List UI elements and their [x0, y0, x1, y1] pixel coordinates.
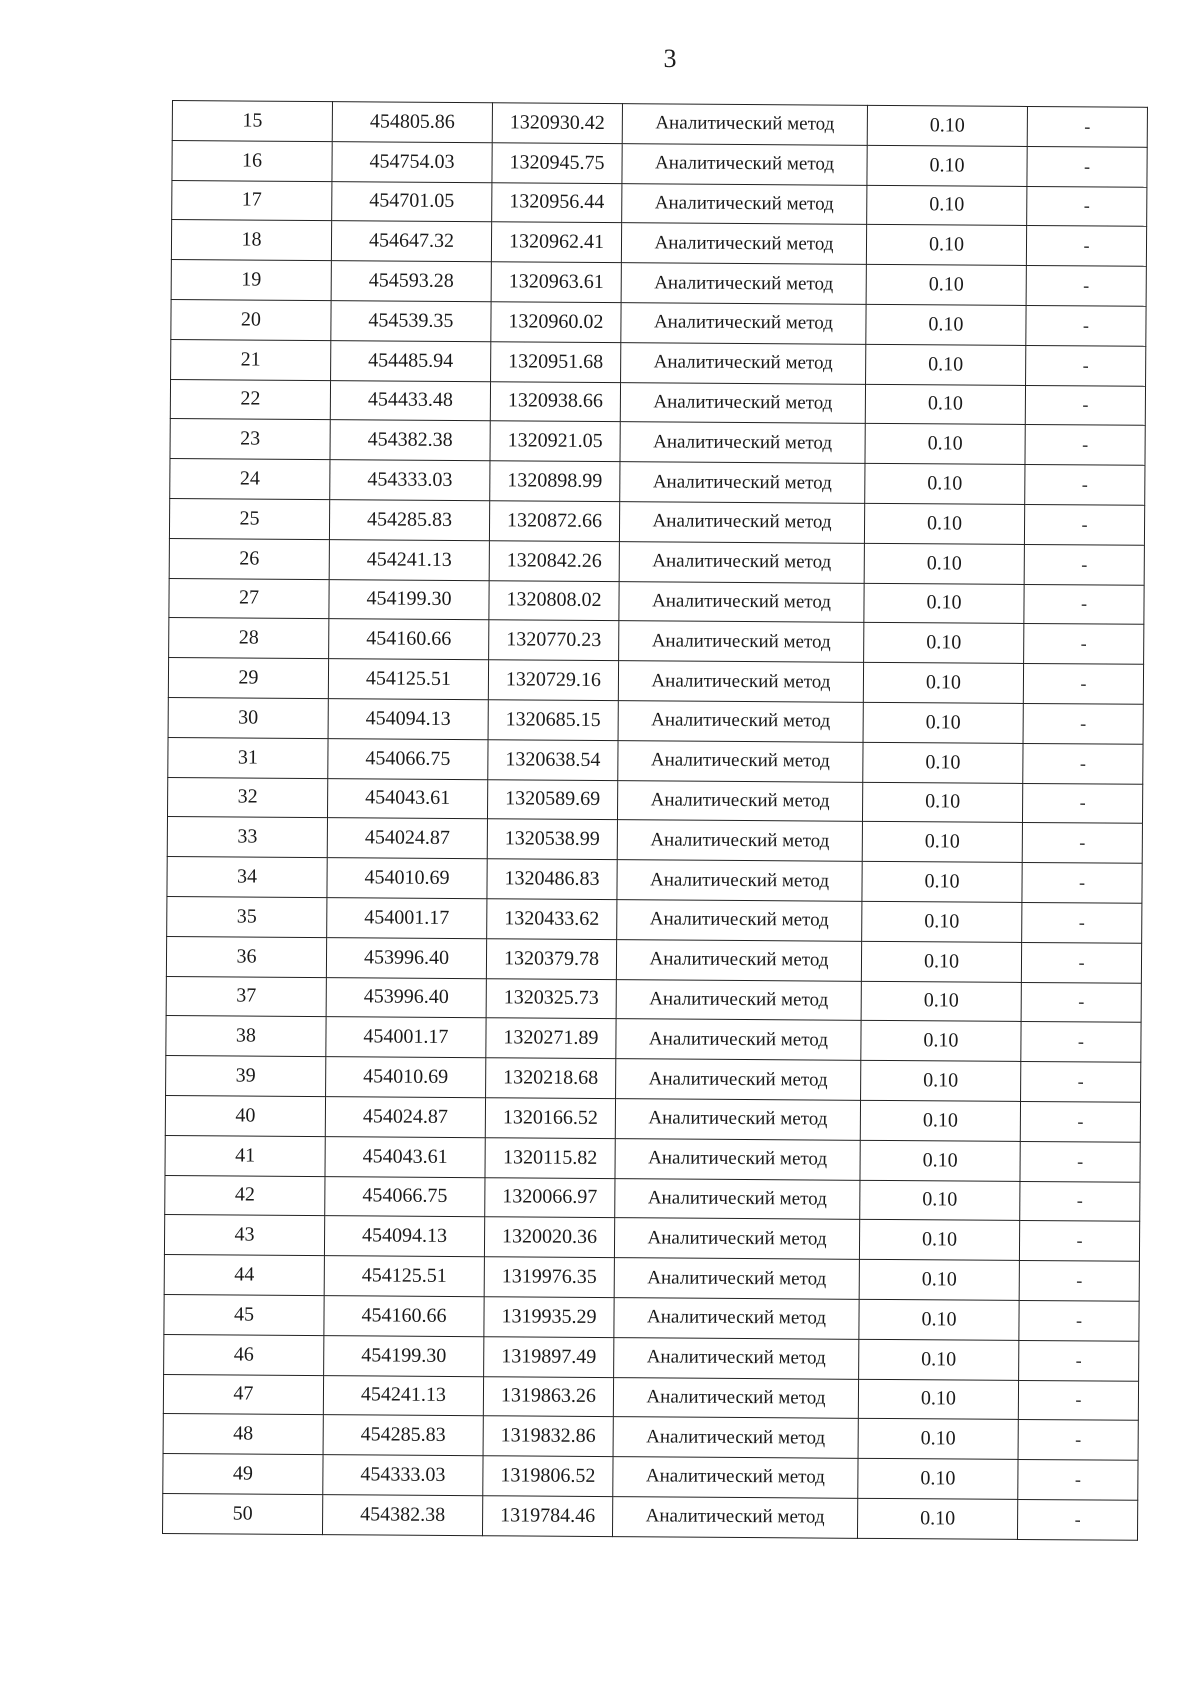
- point-number-cell: 29: [168, 658, 328, 699]
- point-number-cell: 40: [165, 1095, 325, 1136]
- table-row: [165, 1095, 1140, 1142]
- accuracy-cell: 0.10: [862, 822, 1022, 863]
- method-cell: Аналитический метод: [616, 1019, 861, 1061]
- point-number-cell: 50: [162, 1493, 322, 1534]
- accuracy-cell: 0.10: [864, 583, 1024, 624]
- method-cell: Аналитический метод: [618, 661, 863, 703]
- y-coordinate-cell: 1320486.83: [487, 859, 617, 900]
- point-number-cell: 21: [171, 339, 331, 380]
- point-number-cell: 46: [164, 1334, 324, 1375]
- method-cell: Аналитический метод: [613, 1457, 858, 1499]
- x-coordinate-cell: 454094.13: [328, 699, 488, 740]
- table-row: [172, 101, 1147, 148]
- y-coordinate-cell: 1320271.89: [486, 1018, 616, 1059]
- y-coordinate-cell: 1320951.68: [491, 342, 621, 383]
- description-cell: -: [1021, 1022, 1141, 1063]
- table-row: [172, 180, 1147, 227]
- point-number-cell: 15: [172, 101, 332, 142]
- table-row: [163, 1454, 1138, 1501]
- description-cell: -: [1022, 863, 1142, 904]
- y-coordinate-cell: 1319863.26: [483, 1376, 613, 1417]
- y-coordinate-cell: 1320963.61: [491, 262, 621, 303]
- x-coordinate-cell: 453996.40: [326, 937, 486, 978]
- point-number-cell: 44: [164, 1255, 324, 1296]
- accuracy-cell: 0.10: [861, 1021, 1021, 1062]
- y-coordinate-cell: 1319832.86: [483, 1416, 613, 1457]
- point-number-cell: 32: [167, 777, 327, 818]
- point-number-cell: 24: [170, 459, 330, 500]
- x-coordinate-cell: 454024.87: [325, 1097, 485, 1138]
- point-number-cell: 25: [169, 498, 329, 539]
- y-coordinate-cell: 1320956.44: [492, 182, 622, 223]
- description-cell: -: [1022, 902, 1142, 943]
- x-coordinate-cell: 454647.32: [331, 221, 491, 262]
- method-cell: Аналитический метод: [621, 342, 866, 384]
- x-coordinate-cell: 454094.13: [324, 1216, 484, 1257]
- table-row: [171, 339, 1146, 386]
- accuracy-cell: 0.10: [867, 185, 1027, 226]
- description-cell: -: [1027, 146, 1147, 187]
- x-coordinate-cell: 454066.75: [328, 738, 488, 779]
- table-row: [163, 1414, 1138, 1461]
- y-coordinate-cell: 1320166.52: [485, 1098, 615, 1139]
- y-coordinate-cell: 1320770.23: [489, 620, 619, 661]
- description-cell: -: [1023, 703, 1143, 744]
- accuracy-cell: 0.10: [862, 901, 1022, 942]
- x-coordinate-cell: 454593.28: [331, 261, 491, 302]
- method-cell: Аналитический метод: [616, 979, 861, 1021]
- accuracy-cell: 0.10: [862, 782, 1022, 823]
- method-cell: Аналитический метод: [621, 223, 866, 265]
- accuracy-cell: 0.10: [865, 424, 1025, 465]
- x-coordinate-cell: 454001.17: [326, 1017, 486, 1058]
- x-coordinate-cell: 454160.66: [324, 1295, 484, 1336]
- table-row: [166, 1016, 1141, 1063]
- point-number-cell: 23: [170, 419, 330, 460]
- x-coordinate-cell: 454241.13: [323, 1375, 483, 1416]
- point-number-cell: 36: [166, 936, 326, 977]
- x-coordinate-cell: 454285.83: [323, 1415, 483, 1456]
- y-coordinate-cell: 1320325.73: [486, 978, 616, 1019]
- point-number-cell: 43: [164, 1215, 324, 1256]
- description-cell: -: [1020, 1101, 1140, 1142]
- description-cell: -: [1019, 1261, 1139, 1302]
- accuracy-cell: 0.10: [864, 543, 1024, 584]
- y-coordinate-cell: 1320898.99: [490, 461, 620, 502]
- table-row: [172, 140, 1147, 187]
- description-cell: -: [1021, 942, 1141, 983]
- x-coordinate-cell: 454160.66: [329, 619, 489, 660]
- method-cell: Аналитический метод: [622, 143, 867, 185]
- y-coordinate-cell: 1319784.46: [482, 1496, 612, 1537]
- x-coordinate-cell: 454010.69: [326, 1057, 486, 1098]
- method-cell: Аналитический метод: [614, 1337, 859, 1379]
- y-coordinate-cell: 1320433.62: [487, 899, 617, 940]
- table-row: [164, 1255, 1139, 1302]
- point-number-cell: 22: [170, 379, 330, 420]
- accuracy-cell: 0.10: [860, 1180, 1020, 1221]
- x-coordinate-cell: 454066.75: [325, 1176, 485, 1217]
- description-cell: -: [1025, 465, 1145, 506]
- y-coordinate-cell: 1320962.41: [491, 222, 621, 263]
- method-cell: Аналитический метод: [619, 502, 864, 544]
- accuracy-cell: 0.10: [867, 105, 1027, 146]
- description-cell: -: [1027, 106, 1147, 147]
- description-cell: -: [1024, 544, 1144, 585]
- table-row: [164, 1294, 1139, 1341]
- accuracy-cell: 0.10: [861, 1060, 1021, 1101]
- y-coordinate-cell: 1320960.02: [491, 302, 621, 343]
- description-cell: -: [1025, 425, 1145, 466]
- accuracy-cell: 0.10: [861, 981, 1021, 1022]
- accuracy-cell: 0.10: [864, 623, 1024, 664]
- point-number-cell: 47: [163, 1374, 323, 1415]
- accuracy-cell: 0.10: [864, 503, 1024, 544]
- point-number-cell: 30: [168, 697, 328, 738]
- description-cell: -: [1020, 1141, 1140, 1182]
- y-coordinate-cell: 1320538.99: [487, 819, 617, 860]
- description-cell: -: [1024, 624, 1144, 665]
- accuracy-cell: 0.10: [859, 1339, 1019, 1380]
- method-cell: Аналитический метод: [620, 462, 865, 504]
- table-row: [171, 220, 1146, 267]
- y-coordinate-cell: 1319806.52: [483, 1456, 613, 1497]
- point-number-cell: 28: [169, 618, 329, 659]
- point-number-cell: 16: [172, 140, 332, 181]
- y-coordinate-cell: 1320685.15: [488, 700, 618, 741]
- description-cell: -: [1023, 664, 1143, 705]
- table-row: [169, 618, 1144, 665]
- accuracy-cell: 0.10: [866, 344, 1026, 385]
- table-row: [168, 658, 1143, 705]
- method-cell: Аналитический метод: [612, 1497, 857, 1539]
- coordinates-table-body: [162, 101, 1147, 1540]
- description-cell: -: [1019, 1340, 1139, 1381]
- description-cell: -: [1021, 1062, 1141, 1103]
- accuracy-cell: 0.10: [861, 941, 1021, 982]
- point-number-cell: 31: [168, 737, 328, 778]
- point-number-cell: 34: [167, 857, 327, 898]
- y-coordinate-cell: 1320945.75: [492, 143, 622, 184]
- description-cell: -: [1026, 226, 1146, 267]
- table-row: [168, 697, 1143, 744]
- table-row: [171, 260, 1146, 307]
- point-number-cell: 38: [166, 1016, 326, 1057]
- method-cell: Аналитический метод: [619, 581, 864, 623]
- x-coordinate-cell: 454001.17: [327, 898, 487, 939]
- table-row: [170, 419, 1145, 466]
- x-coordinate-cell: 454333.03: [323, 1455, 483, 1496]
- x-coordinate-cell: 454241.13: [329, 539, 489, 580]
- accuracy-cell: 0.10: [858, 1379, 1018, 1420]
- method-cell: Аналитический метод: [617, 820, 862, 862]
- x-coordinate-cell: 454701.05: [332, 181, 492, 222]
- table-row: [170, 459, 1145, 506]
- table-row: [166, 936, 1141, 983]
- table-row: [169, 498, 1144, 545]
- description-cell: -: [1018, 1380, 1138, 1421]
- method-cell: Аналитический метод: [616, 939, 861, 981]
- method-cell: Аналитический метод: [615, 1138, 860, 1180]
- description-cell: -: [1024, 504, 1144, 545]
- x-coordinate-cell: 454485.94: [331, 340, 491, 381]
- accuracy-cell: 0.10: [859, 1259, 1019, 1300]
- x-coordinate-cell: 453996.40: [326, 977, 486, 1018]
- x-coordinate-cell: 454333.03: [330, 460, 490, 501]
- y-coordinate-cell: 1320930.42: [492, 103, 622, 144]
- x-coordinate-cell: 454539.35: [331, 301, 491, 342]
- method-cell: Аналитический метод: [621, 263, 866, 305]
- description-cell: -: [1021, 982, 1141, 1023]
- description-cell: -: [1019, 1221, 1139, 1262]
- point-number-cell: 19: [171, 260, 331, 301]
- description-cell: -: [1026, 266, 1146, 307]
- description-cell: -: [1025, 385, 1145, 426]
- method-cell: Аналитический метод: [619, 621, 864, 663]
- description-cell: -: [1024, 584, 1144, 625]
- accuracy-cell: 0.10: [862, 861, 1022, 902]
- y-coordinate-cell: 1320808.02: [489, 580, 619, 621]
- method-cell: Аналитический метод: [617, 860, 862, 902]
- table-row: [165, 1175, 1140, 1222]
- table-row: [167, 817, 1142, 864]
- method-cell: Аналитический метод: [620, 382, 865, 424]
- description-cell: -: [1020, 1181, 1140, 1222]
- description-cell: -: [1018, 1420, 1138, 1461]
- accuracy-cell: 0.10: [866, 304, 1026, 345]
- method-cell: Аналитический метод: [614, 1258, 859, 1300]
- table-row: [170, 379, 1145, 426]
- point-number-cell: 20: [171, 299, 331, 340]
- point-number-cell: 37: [166, 976, 326, 1017]
- point-number-cell: 39: [166, 1056, 326, 1097]
- table-row: [167, 896, 1142, 943]
- x-coordinate-cell: 454285.83: [329, 500, 489, 541]
- method-cell: Аналитический метод: [616, 1059, 861, 1101]
- x-coordinate-cell: 454199.30: [324, 1335, 484, 1376]
- point-number-cell: 27: [169, 578, 329, 619]
- table-row: [164, 1215, 1139, 1262]
- method-cell: Аналитический метод: [615, 1099, 860, 1141]
- x-coordinate-cell: 454754.03: [332, 141, 492, 182]
- method-cell: Аналитический метод: [615, 1178, 860, 1220]
- method-cell: Аналитический метод: [613, 1377, 858, 1419]
- description-cell: -: [1017, 1499, 1137, 1540]
- y-coordinate-cell: 1320115.82: [485, 1137, 615, 1178]
- accuracy-cell: 0.10: [858, 1458, 1018, 1499]
- y-coordinate-cell: 1320218.68: [486, 1058, 616, 1099]
- page-number: 3: [663, 44, 677, 73]
- table-row: [165, 1135, 1140, 1182]
- x-coordinate-cell: 454010.69: [327, 858, 487, 899]
- method-cell: Аналитический метод: [617, 780, 862, 822]
- y-coordinate-cell: 1320938.66: [490, 381, 620, 422]
- table-row: [168, 737, 1143, 784]
- table-row: [163, 1374, 1138, 1421]
- point-number-cell: 41: [165, 1135, 325, 1176]
- x-coordinate-cell: 454125.51: [324, 1256, 484, 1297]
- method-cell: Аналитический метод: [618, 701, 863, 743]
- method-cell: Аналитический метод: [618, 740, 863, 782]
- table-row: [171, 299, 1146, 346]
- method-cell: Аналитический метод: [619, 541, 864, 583]
- accuracy-cell: 0.10: [866, 265, 1026, 306]
- accuracy-cell: 0.10: [858, 1419, 1018, 1460]
- coordinates-table: [162, 100, 1148, 1540]
- description-cell: -: [1026, 345, 1146, 386]
- description-cell: -: [1022, 783, 1142, 824]
- point-number-cell: 42: [165, 1175, 325, 1216]
- description-cell: -: [1019, 1300, 1139, 1341]
- table-row: [167, 857, 1142, 904]
- point-number-cell: 18: [171, 220, 331, 261]
- method-cell: Аналитический метод: [614, 1298, 859, 1340]
- y-coordinate-cell: 1320872.66: [489, 501, 619, 542]
- x-coordinate-cell: 454382.38: [322, 1494, 482, 1535]
- y-coordinate-cell: 1320020.36: [484, 1217, 614, 1258]
- x-coordinate-cell: 454043.61: [327, 778, 487, 819]
- description-cell: -: [1023, 743, 1143, 784]
- table-row: [167, 777, 1142, 824]
- table-row: [169, 578, 1144, 625]
- method-cell: Аналитический метод: [620, 422, 865, 464]
- accuracy-cell: 0.10: [863, 702, 1023, 743]
- method-cell: Аналитический метод: [622, 104, 867, 146]
- y-coordinate-cell: 1320589.69: [487, 779, 617, 820]
- point-number-cell: 33: [167, 817, 327, 858]
- accuracy-cell: 0.10: [859, 1299, 1019, 1340]
- y-coordinate-cell: 1320921.05: [490, 421, 620, 462]
- table-row: [164, 1334, 1139, 1381]
- method-cell: Аналитический метод: [614, 1218, 859, 1260]
- accuracy-cell: 0.10: [867, 145, 1027, 186]
- accuracy-cell: 0.10: [860, 1140, 1020, 1181]
- y-coordinate-cell: 1320379.78: [486, 938, 616, 979]
- x-coordinate-cell: 454125.51: [328, 659, 488, 700]
- point-number-cell: 26: [169, 538, 329, 579]
- accuracy-cell: 0.10: [859, 1220, 1019, 1261]
- x-coordinate-cell: 454024.87: [327, 818, 487, 859]
- table-row: [169, 538, 1144, 585]
- table-row: [162, 1493, 1137, 1540]
- y-coordinate-cell: 1320638.54: [488, 739, 618, 780]
- x-coordinate-cell: 454805.86: [332, 102, 492, 143]
- method-cell: Аналитический метод: [621, 303, 866, 345]
- point-number-cell: 17: [172, 180, 332, 221]
- point-number-cell: 35: [167, 896, 327, 937]
- x-coordinate-cell: 454433.48: [330, 380, 490, 421]
- point-number-cell: 45: [164, 1294, 324, 1335]
- accuracy-cell: 0.10: [860, 1100, 1020, 1141]
- accuracy-cell: 0.10: [857, 1498, 1017, 1539]
- accuracy-cell: 0.10: [866, 225, 1026, 266]
- accuracy-cell: 0.10: [863, 742, 1023, 783]
- accuracy-cell: 0.10: [863, 662, 1023, 703]
- y-coordinate-cell: 1320729.16: [488, 660, 618, 701]
- method-cell: Аналитический метод: [613, 1417, 858, 1459]
- description-cell: -: [1022, 823, 1142, 864]
- y-coordinate-cell: 1319897.49: [484, 1336, 614, 1377]
- description-cell: -: [1026, 305, 1146, 346]
- x-coordinate-cell: 454199.30: [329, 579, 489, 620]
- x-coordinate-cell: 454043.61: [325, 1136, 485, 1177]
- table-row: [166, 1056, 1141, 1103]
- description-cell: -: [1027, 186, 1147, 227]
- table-row: [166, 976, 1141, 1023]
- point-number-cell: 49: [163, 1454, 323, 1495]
- method-cell: Аналитический метод: [617, 900, 862, 942]
- accuracy-cell: 0.10: [865, 464, 1025, 505]
- accuracy-cell: 0.10: [865, 384, 1025, 425]
- y-coordinate-cell: 1319935.29: [484, 1297, 614, 1338]
- point-number-cell: 48: [163, 1414, 323, 1455]
- y-coordinate-cell: 1319976.35: [484, 1257, 614, 1298]
- x-coordinate-cell: 454382.38: [330, 420, 490, 461]
- y-coordinate-cell: 1320066.97: [485, 1177, 615, 1218]
- y-coordinate-cell: 1320842.26: [489, 540, 619, 581]
- method-cell: Аналитический метод: [622, 183, 867, 225]
- description-cell: -: [1018, 1460, 1138, 1501]
